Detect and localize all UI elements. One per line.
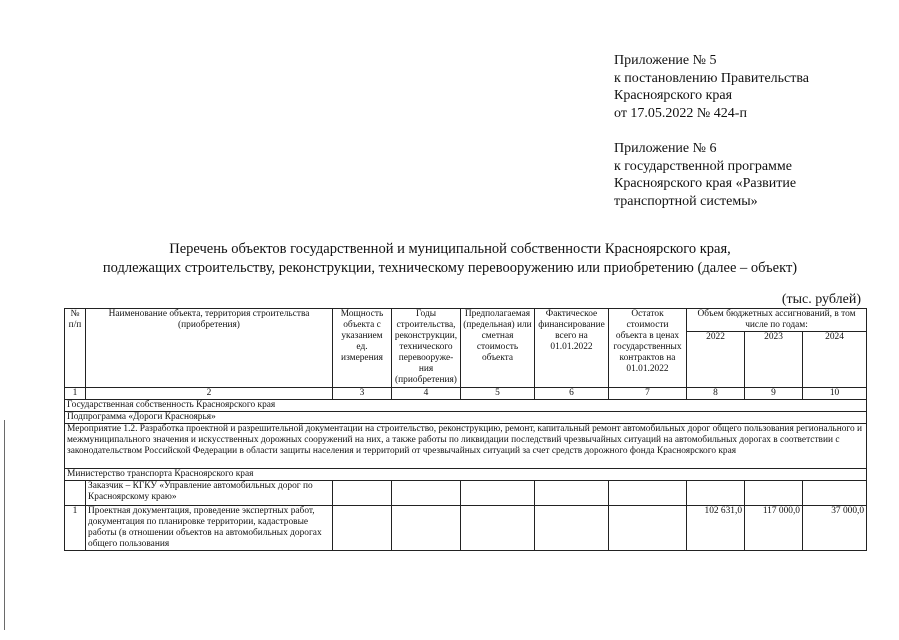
- customer-row: [65, 481, 867, 506]
- column-number: 1: [65, 388, 86, 400]
- section-subprogram: Подпрограмма «Дороги Красноярья»: [65, 412, 867, 424]
- row-estimated-cost: [461, 506, 535, 551]
- row-years: [392, 506, 461, 551]
- appendix-5-line-1: Приложение № 5: [614, 53, 717, 68]
- column-number: 3: [333, 388, 392, 400]
- appendix-5-line-4: от 17.05.2022 № 424-п: [614, 105, 747, 121]
- row-name: Проектная документация, проведение экспертных работ, документация по планировке территории, кадастровые работы (в отношении объектов на автомобильных дорогах общего пользования: [86, 506, 333, 551]
- column-number: 6: [535, 388, 609, 400]
- appendix-5-line-3: Красноярского края: [614, 88, 733, 103]
- units-label: (тыс. рублей): [781, 292, 861, 307]
- column-number: 5: [461, 388, 535, 400]
- appendix-6-line-3: Красноярского края «Развитие: [614, 176, 797, 191]
- row-value-2023: 117 000,0: [745, 506, 803, 551]
- column-number: 9: [745, 388, 803, 400]
- section-subprogram-row: [65, 412, 867, 424]
- section-ministry-row: [65, 469, 867, 481]
- appendix-6-block: [614, 140, 796, 210]
- header-num: № п/п: [65, 309, 86, 388]
- header-remaining-cost: Остаток стоимости объекта в ценах государственных контрактов на 01.01.2022: [609, 309, 687, 388]
- header-year-2022: 2022: [687, 332, 745, 388]
- column-numbers-row: [65, 388, 867, 400]
- column-number: 4: [392, 388, 461, 400]
- row-remaining-cost: [609, 506, 687, 551]
- row-value-2024: 37 000,0: [803, 506, 867, 551]
- section-ownership: Государственная собственность Красноярского края: [65, 400, 867, 412]
- header-budget: Объем бюджетных ассигнований, в том числе по годам:: [687, 309, 867, 332]
- title-line-2: подлежащих строительству, реконструкции, техническому перевооружению или приобретению (далее – объект): [102, 260, 798, 276]
- table-row: [65, 506, 867, 551]
- appendix-6-line-2: к государственной программе: [614, 158, 792, 174]
- row-actual-financing: [535, 506, 609, 551]
- appendix-6-line-4: транспортной системы»: [614, 193, 758, 209]
- section-measure-row: [65, 424, 867, 469]
- title-line-1: Перечень объектов государственной и муниципальной собственности Красноярского края,: [169, 241, 731, 257]
- appendix-6-line-1: Приложение № 6: [614, 141, 717, 156]
- header-estimated-cost: Предполагаемая (предельная) или сметная стоимость объекта: [461, 309, 535, 388]
- document-title: [60, 240, 840, 278]
- table-header-row: [65, 309, 867, 332]
- row-value-2022: 102 631,0: [687, 506, 745, 551]
- column-number: 7: [609, 388, 687, 400]
- header-year-2023: 2023: [745, 332, 803, 388]
- header-actual-financing: Фактическое финансирование всего на 01.01.2022: [535, 309, 609, 388]
- section-measure: Мероприятие 1.2. Разработка проектной и разрешительной документации на строительство, реконструкцию, ремонт, капитальный ремонт автомобильных дорог общего пользования регионального и межмуниципального значения и искусственных дорожных сооружений на них, а также работы по ликвидации последствий чрезвычайных ситуаций на автомобильных дорогах в соответствии с законодательством Российской Федерации в области защиты населения и территорий от чрезвычайных ситуаций за счет средств дорожного фонда Красноярского края: [65, 424, 867, 469]
- header-name: Наименование объекта, территория строительства (приобретения): [86, 309, 333, 388]
- column-number: 10: [803, 388, 867, 400]
- header-years: Годы строительства, реконструкции, технического перевооруже-ния (приобретения): [392, 309, 461, 388]
- appendix-5-line-2: к постановлению Правительства: [614, 70, 810, 86]
- appendix-5-block: [614, 52, 809, 122]
- header-year-2024: 2024: [803, 332, 867, 388]
- objects-table: [64, 308, 867, 551]
- row-capacity: [333, 506, 392, 551]
- row-num: 1: [65, 506, 86, 551]
- column-number: 8: [687, 388, 745, 400]
- column-number: 2: [86, 388, 333, 400]
- scan-edge-line: [4, 420, 5, 630]
- header-capacity: Мощность объекта с указанием ед. измерения: [333, 309, 392, 388]
- customer-name: Заказчик – КГКУ «Управление автомобильных дорог по Красноярскому краю»: [86, 481, 333, 506]
- section-ownership-row: [65, 400, 867, 412]
- section-ministry: Министерство транспорта Красноярского края: [65, 469, 867, 481]
